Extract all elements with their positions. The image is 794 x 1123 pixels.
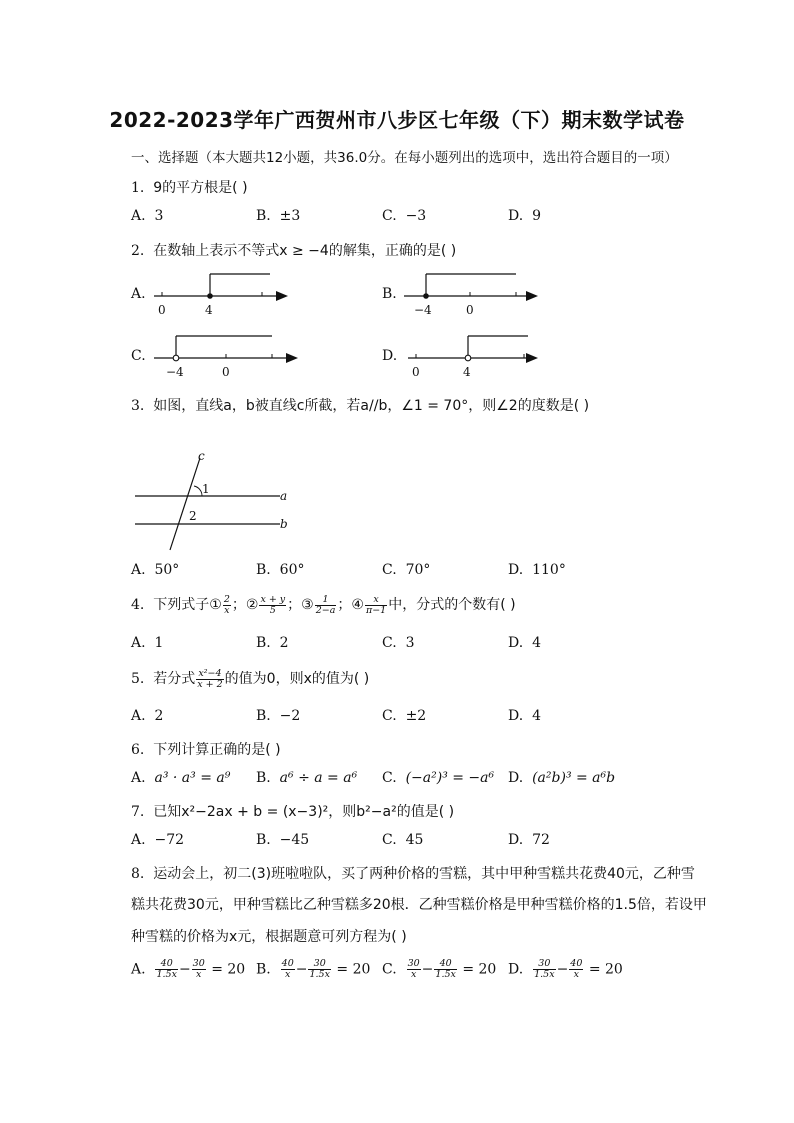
q7-option-b: B. −45 — [256, 832, 310, 848]
fraction: $\frac{30}{1.5x}$ — [309, 958, 330, 980]
angle-2-label: 2 — [189, 509, 197, 523]
tick-label: 0 — [158, 303, 166, 317]
question-number: 2. — [131, 243, 145, 259]
tick-label: 4 — [205, 303, 213, 317]
q1-option-d: D. 9 — [508, 208, 542, 224]
q7-option-c: C. 45 — [382, 832, 424, 848]
q4-option-a: A. 1 — [131, 635, 164, 651]
question-5: 5. 若分式 $\frac{\text{x²−4}}{x + 2}$ 的值为0，则x的值为( ) — [131, 667, 370, 690]
fraction: $\frac{40}{x}$ — [281, 958, 294, 980]
q2-number-line-a — [150, 266, 295, 318]
q5-option-b: B. −2 — [256, 708, 301, 724]
question-6 — [131, 739, 281, 759]
question-8 — [131, 863, 695, 883]
fraction: $\frac{1}{2-a}$ — [315, 593, 336, 616]
q4-option-d: D. 4 — [508, 635, 542, 651]
q8-option-a: A. $\frac{40}{1.5x}$ − $\frac{30}{x}$ = 20 — [131, 958, 246, 980]
q4-option-b: B. 2 — [256, 635, 289, 651]
q8-option-c: C. $\frac{30}{x}$ − $\frac{40}{1.5x}$ = 20 — [382, 958, 497, 980]
question-text-line: 运动会上，初二(3)班啦啦队，买了两种价格的雪糕，其中甲种雪糕共花费40元，乙种雪 — [153, 866, 695, 882]
fraction: $\frac{x + y}{5}$ — [260, 593, 286, 616]
q3-option-d: D. 110° — [508, 562, 566, 578]
q2-number-line-d — [404, 328, 549, 380]
question-text: 下列计算正确的是( ) — [153, 742, 281, 758]
q5-option-d: D. 4 — [508, 708, 542, 724]
fraction: $\frac{2}{x}$ — [223, 593, 230, 616]
question-number: 7. — [131, 804, 145, 820]
fraction: $\frac{40}{1.5x}$ — [156, 958, 177, 980]
fraction: $\frac{x}{\pi-1}$ — [365, 593, 387, 616]
q2-number-line-c — [150, 328, 305, 380]
question-7 — [131, 801, 454, 821]
question-4: 4. 下列式子① $\frac{2}{x}$ ；② $\frac{x + y}{5}$ ；③ $\frac{1}{2-a}$ ；④ $\frac{x}{\pi-1}$ 中，分式的个数有( ) — [131, 593, 516, 616]
q2-option-b-label: B. — [382, 286, 397, 302]
tick-label: 0 — [412, 365, 420, 379]
question-number: 3. — [131, 398, 145, 414]
label-a: a — [280, 489, 288, 503]
question-text-line: 种雪糕的价格为x元，根据题意可列方程为( ) — [131, 929, 407, 945]
question-text: 已知x²−2ax + b = (x−3)²，则b²−a²的值是( ) — [153, 804, 455, 820]
q2-option-d-label: D. — [382, 348, 398, 364]
q2-number-line-b — [400, 266, 545, 318]
question-text: 9的平方根是( ) — [153, 180, 248, 196]
question-text: 在数轴上表示不等式x ≥ −4的解集，正确的是( ) — [153, 243, 457, 259]
tick-label: −4 — [414, 303, 432, 317]
q6-option-a: A. a³ · a³ = a⁹ — [131, 770, 231, 786]
question-3 — [131, 395, 589, 415]
fraction: $\frac{30}{x}$ — [407, 958, 420, 980]
question-text: 如图，直线a，b被直线c所截，若a//b，∠1 = 70°，则∠2的度数是( ) — [153, 398, 590, 414]
fraction: $\frac{\text{x²−4}}{x + 2}$ — [197, 667, 223, 690]
q3-parallel-lines-figure — [130, 448, 300, 556]
tick-label: 0 — [466, 303, 474, 317]
tick-label: 4 — [463, 365, 471, 379]
q4-option-c: C. 3 — [382, 635, 415, 651]
section-heading: 一、选择题（本大题共12小题，共36.0分。在每小题列出的选项中，选出符合题目的一项） — [131, 150, 678, 166]
question-number: 1. — [131, 180, 145, 196]
q7-option-d: D. 72 — [508, 832, 550, 848]
q2-option-a-label: A. — [131, 286, 146, 302]
q3-option-a: A. 50° — [131, 562, 180, 578]
q8-option-d: D. $\frac{30}{1.5x}$ − $\frac{40}{x}$ = 20 — [508, 958, 623, 980]
angle-1-label: 1 — [202, 482, 210, 496]
q1-option-a: A. 3 — [131, 208, 164, 224]
question-number: 8. — [131, 866, 145, 882]
question-number: 6. — [131, 742, 145, 758]
fraction: $\frac{40}{1.5x}$ — [435, 958, 456, 980]
q1-option-c: C. −3 — [382, 208, 427, 224]
fraction: $\frac{30}{x}$ — [192, 958, 205, 980]
question-number: 4. — [131, 597, 145, 613]
q7-option-a: A. −72 — [131, 832, 185, 848]
fraction: $\frac{40}{x}$ — [570, 958, 583, 980]
q8-option-b: B. $\frac{40}{x}$ − $\frac{30}{1.5x}$ = 20 — [256, 958, 371, 980]
q6-option-d: D. (a²b)³ = a⁶b — [508, 770, 616, 786]
tick-label: 0 — [222, 365, 230, 379]
question-1 — [131, 177, 248, 197]
q2-option-c-label: C. — [131, 348, 146, 364]
question-2 — [131, 240, 456, 260]
q5-option-a: A. 2 — [131, 708, 164, 724]
page-title: 2022-2023学年广西贺州市八步区七年级（下）期末数学试卷 — [109, 108, 685, 132]
fraction: $\frac{30}{1.5x}$ — [534, 958, 555, 980]
question-number: 5. — [131, 671, 145, 687]
q3-option-c: C. 70° — [382, 562, 431, 578]
q6-option-b: B. a⁶ ÷ a = a⁶ — [256, 770, 358, 786]
q1-option-b: B. ±3 — [256, 208, 301, 224]
label-c: c — [198, 449, 205, 463]
question-text-line: 糕共花费30元，甲种雪糕比乙种雪糕多20根．乙种雪糕价格是甲种雪糕价格的1.5倍，若设甲 — [131, 897, 707, 913]
q6-option-c: C. (−a²)³ = −a⁶ — [382, 770, 495, 786]
label-b: b — [280, 517, 288, 531]
q3-option-b: B. 60° — [256, 562, 305, 578]
tick-label: −4 — [166, 365, 184, 379]
q5-option-c: C. ±2 — [382, 708, 427, 724]
